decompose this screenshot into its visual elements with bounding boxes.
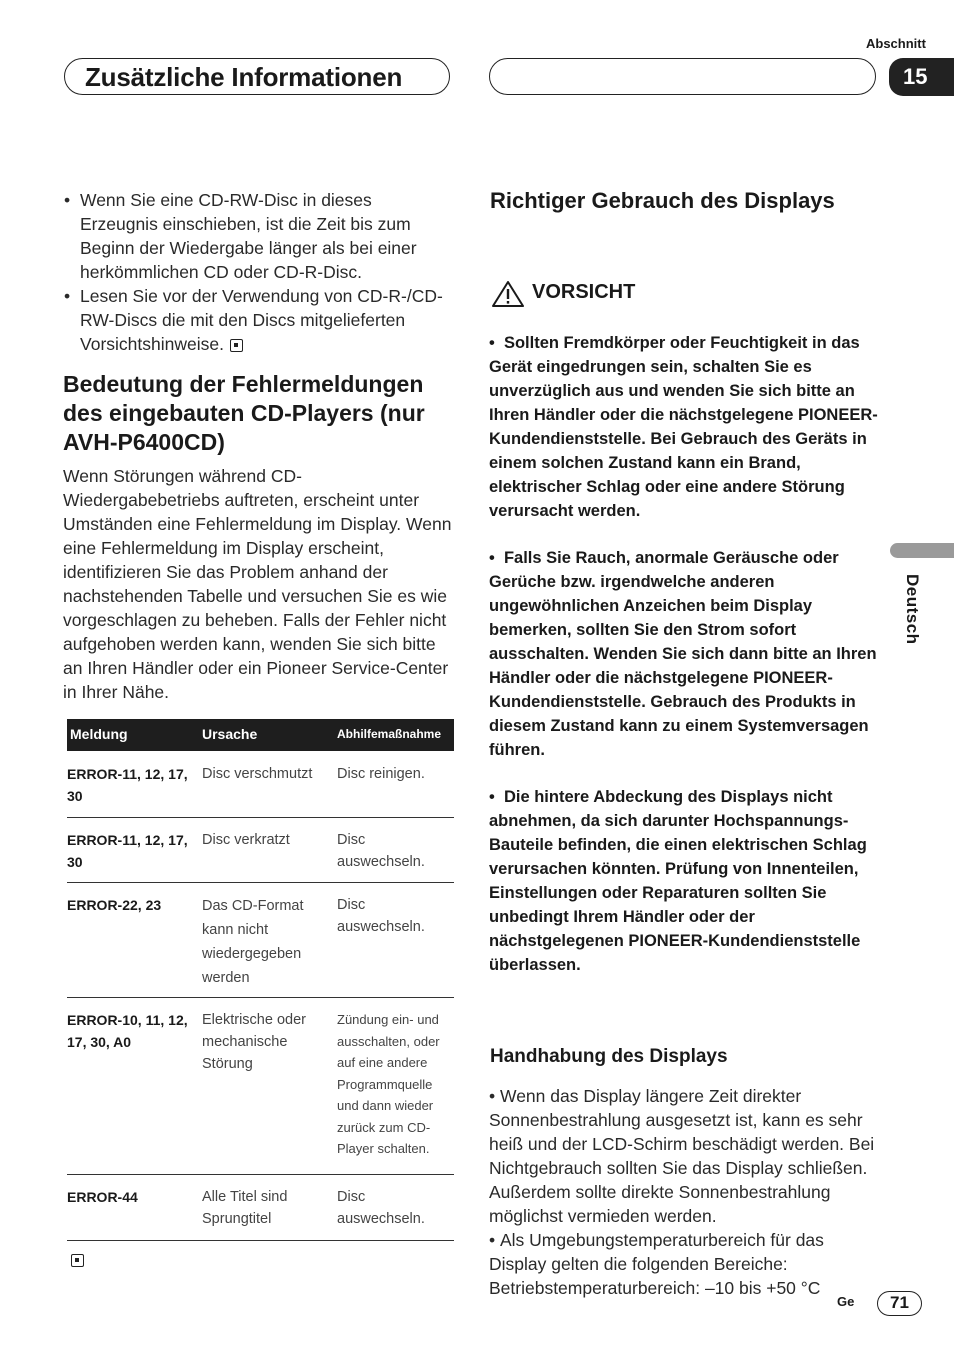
bullet-icon: • — [489, 788, 504, 806]
language-tab-marker — [890, 543, 954, 558]
error-messages-heading: Bedeutung der Fehlermeldungen des eingebauten CD-Players (nur AVH-P6400CD) — [63, 371, 425, 455]
end-of-section-icon — [230, 339, 243, 352]
display-handling-text — [489, 1084, 884, 1300]
cell-ursache: Das CD-Format kann nicht wiedergegeben werden — [202, 898, 304, 986]
caution-item: • Die hintere Abdeckung des Displays nicht abnehmen, da sich darunter Hochspannungs-Bauteile befinden, die einen elektrischen Schlag verursachen könnten. Prüfung von Innenteilen, Einstellungen oder Reparaturen sollten Sie unbedingt Ihrem Händler oder der nächstgelegenen PIONEER-Kundendienststelle überlassen. — [489, 788, 867, 974]
cell-ursache: Disc verkratzt — [202, 832, 290, 848]
list-item: • Lesen Sie vor der Verwendung von CD-R-/CD-RW-Discs die mit den Discs mitgelieferten Vorsichtshinweise. — [64, 286, 443, 354]
list-item: • Wenn Sie eine CD-RW-Disc in dieses Erzeugnis einschieben, ist die Zeit bis zum Beginn der Wiedergabe länger als bei einer herkömmlichen CD oder CD-R-Disc. — [64, 190, 417, 282]
table-row — [67, 1174, 454, 1241]
table-header — [67, 719, 454, 751]
table-row — [67, 997, 454, 1175]
chapter-title-box — [64, 58, 450, 95]
cell-meldung: ERROR-11, 12, 17, 30 — [67, 832, 188, 870]
caution-title: VORSICHT — [532, 281, 636, 303]
bullet-icon: • — [489, 334, 504, 352]
cell-meldung: ERROR-10, 11, 12, 17, 30, A0 — [67, 1012, 188, 1050]
cell-abhilfe: Disc auswechseln. — [337, 897, 425, 935]
bullet-icon: • — [489, 549, 504, 567]
cell-meldung: ERROR-44 — [67, 1189, 138, 1205]
cell-ursache: Elektrische oder mechanische Störung — [202, 1012, 306, 1072]
column-header-ursache: Ursache — [202, 726, 258, 742]
section-number-badge: 15 — [889, 58, 954, 96]
cell-abhilfe: Zündung ein- und ausschalten, oder auf eine andere Programmquelle und dann wieder zurück zum CD-Player schalten. — [337, 1012, 440, 1156]
list-item: • Als Umgebungstemperaturbereich für das Display gelten die folgenden Bereiche: — [489, 1230, 824, 1274]
cell-ursache: Alle Titel sind Sprungtitel — [202, 1189, 288, 1227]
end-of-section-icon — [71, 1254, 84, 1267]
column-header-abhilfe: Abhilfemaßnahme — [337, 727, 442, 741]
language-code: Ge — [837, 1294, 855, 1309]
temperature-range: Betriebstemperaturbereich: –10 bis +50 °C — [489, 1278, 821, 1298]
list-item: • Wenn das Display längere Zeit direkter Sonnenbestrahlung ausgesetzt ist, kann es sehr heiß und der LCD-Schirm beschädigt werden. Bei Nichtgebrauch sollten Sie das Display schließen. Außerdem sollte direkte Sonnenbestrahlung möglichst vermieden werden. — [489, 1086, 875, 1226]
cell-abhilfe: Disc auswechseln. — [337, 832, 425, 870]
table-row — [67, 751, 454, 818]
header-blank-box — [489, 58, 876, 95]
cell-meldung: ERROR-11, 12, 17, 30 — [67, 766, 188, 804]
caution-heading — [491, 280, 636, 308]
column-header-meldung: Meldung — [70, 726, 128, 742]
page-number: 71 — [877, 1291, 922, 1316]
cd-rw-notes-list — [64, 188, 454, 356]
caution-item: • Falls Sie Rauch, anormale Geräusche oder Gerüche bzw. irgendwelche anderen ungewöhnlichen Anzeichen beim Display bemerken, sollten Sie den Strom sofort ausschalten. Wenden Sie sich dann bitte an Ihren Händler oder die nächstgelegene PIONEER-Kundendienststelle. Gebrauch des Produkts in diesem Zustand kann zu einem Systemversagen führen. — [489, 549, 877, 759]
cell-abhilfe: Disc reinigen. — [337, 766, 425, 782]
display-handling-heading: Handhabung des Displays — [490, 1046, 728, 1067]
chapter-title: Zusätzliche Informationen — [85, 62, 403, 92]
language-tab-label: Deutsch — [903, 574, 922, 645]
table-row — [67, 882, 454, 998]
warning-triangle-icon — [491, 280, 525, 308]
cell-abhilfe: Disc auswechseln. — [337, 1189, 425, 1227]
table-row — [67, 817, 454, 883]
error-messages-intro: Wenn Störungen während CD-Wiedergabebetriebs auftreten, erscheint unter Umständen eine Fehlermeldung im Display. Wenn eine Fehlermeldung im Display erscheint, identifizieren Sie das Problem anhand der nachstehenden Tabelle und versuchen Sie es wie vorgeschlagen zu beheben. Falls der Fehler nicht aufgehoben werden kann, wenden Sie sich bitte an Ihren Händler oder ein Pioneer Service-Center in Ihrer Nähe. — [63, 466, 452, 702]
display-usage-heading: Richtiger Gebrauch des Displays — [490, 188, 835, 213]
section-label: Abschnitt — [866, 36, 926, 51]
cell-ursache: Disc verschmutzt — [202, 766, 313, 782]
caution-item: • Sollten Fremdkörper oder Feuchtigkeit in das Gerät eingedrungen sein, schalten Sie es unverzüglich aus und wenden Sie sich bitte an Ihren Händler oder die nächstgelegene PIONEER-Kundendienststelle. Bei Gebrauch des Geräts in einem solchen Zustand kann ein Brand, elektrischer Schlag oder eine andere Störung verursacht werden. — [489, 334, 878, 520]
cell-meldung: ERROR-22, 23 — [67, 897, 162, 913]
